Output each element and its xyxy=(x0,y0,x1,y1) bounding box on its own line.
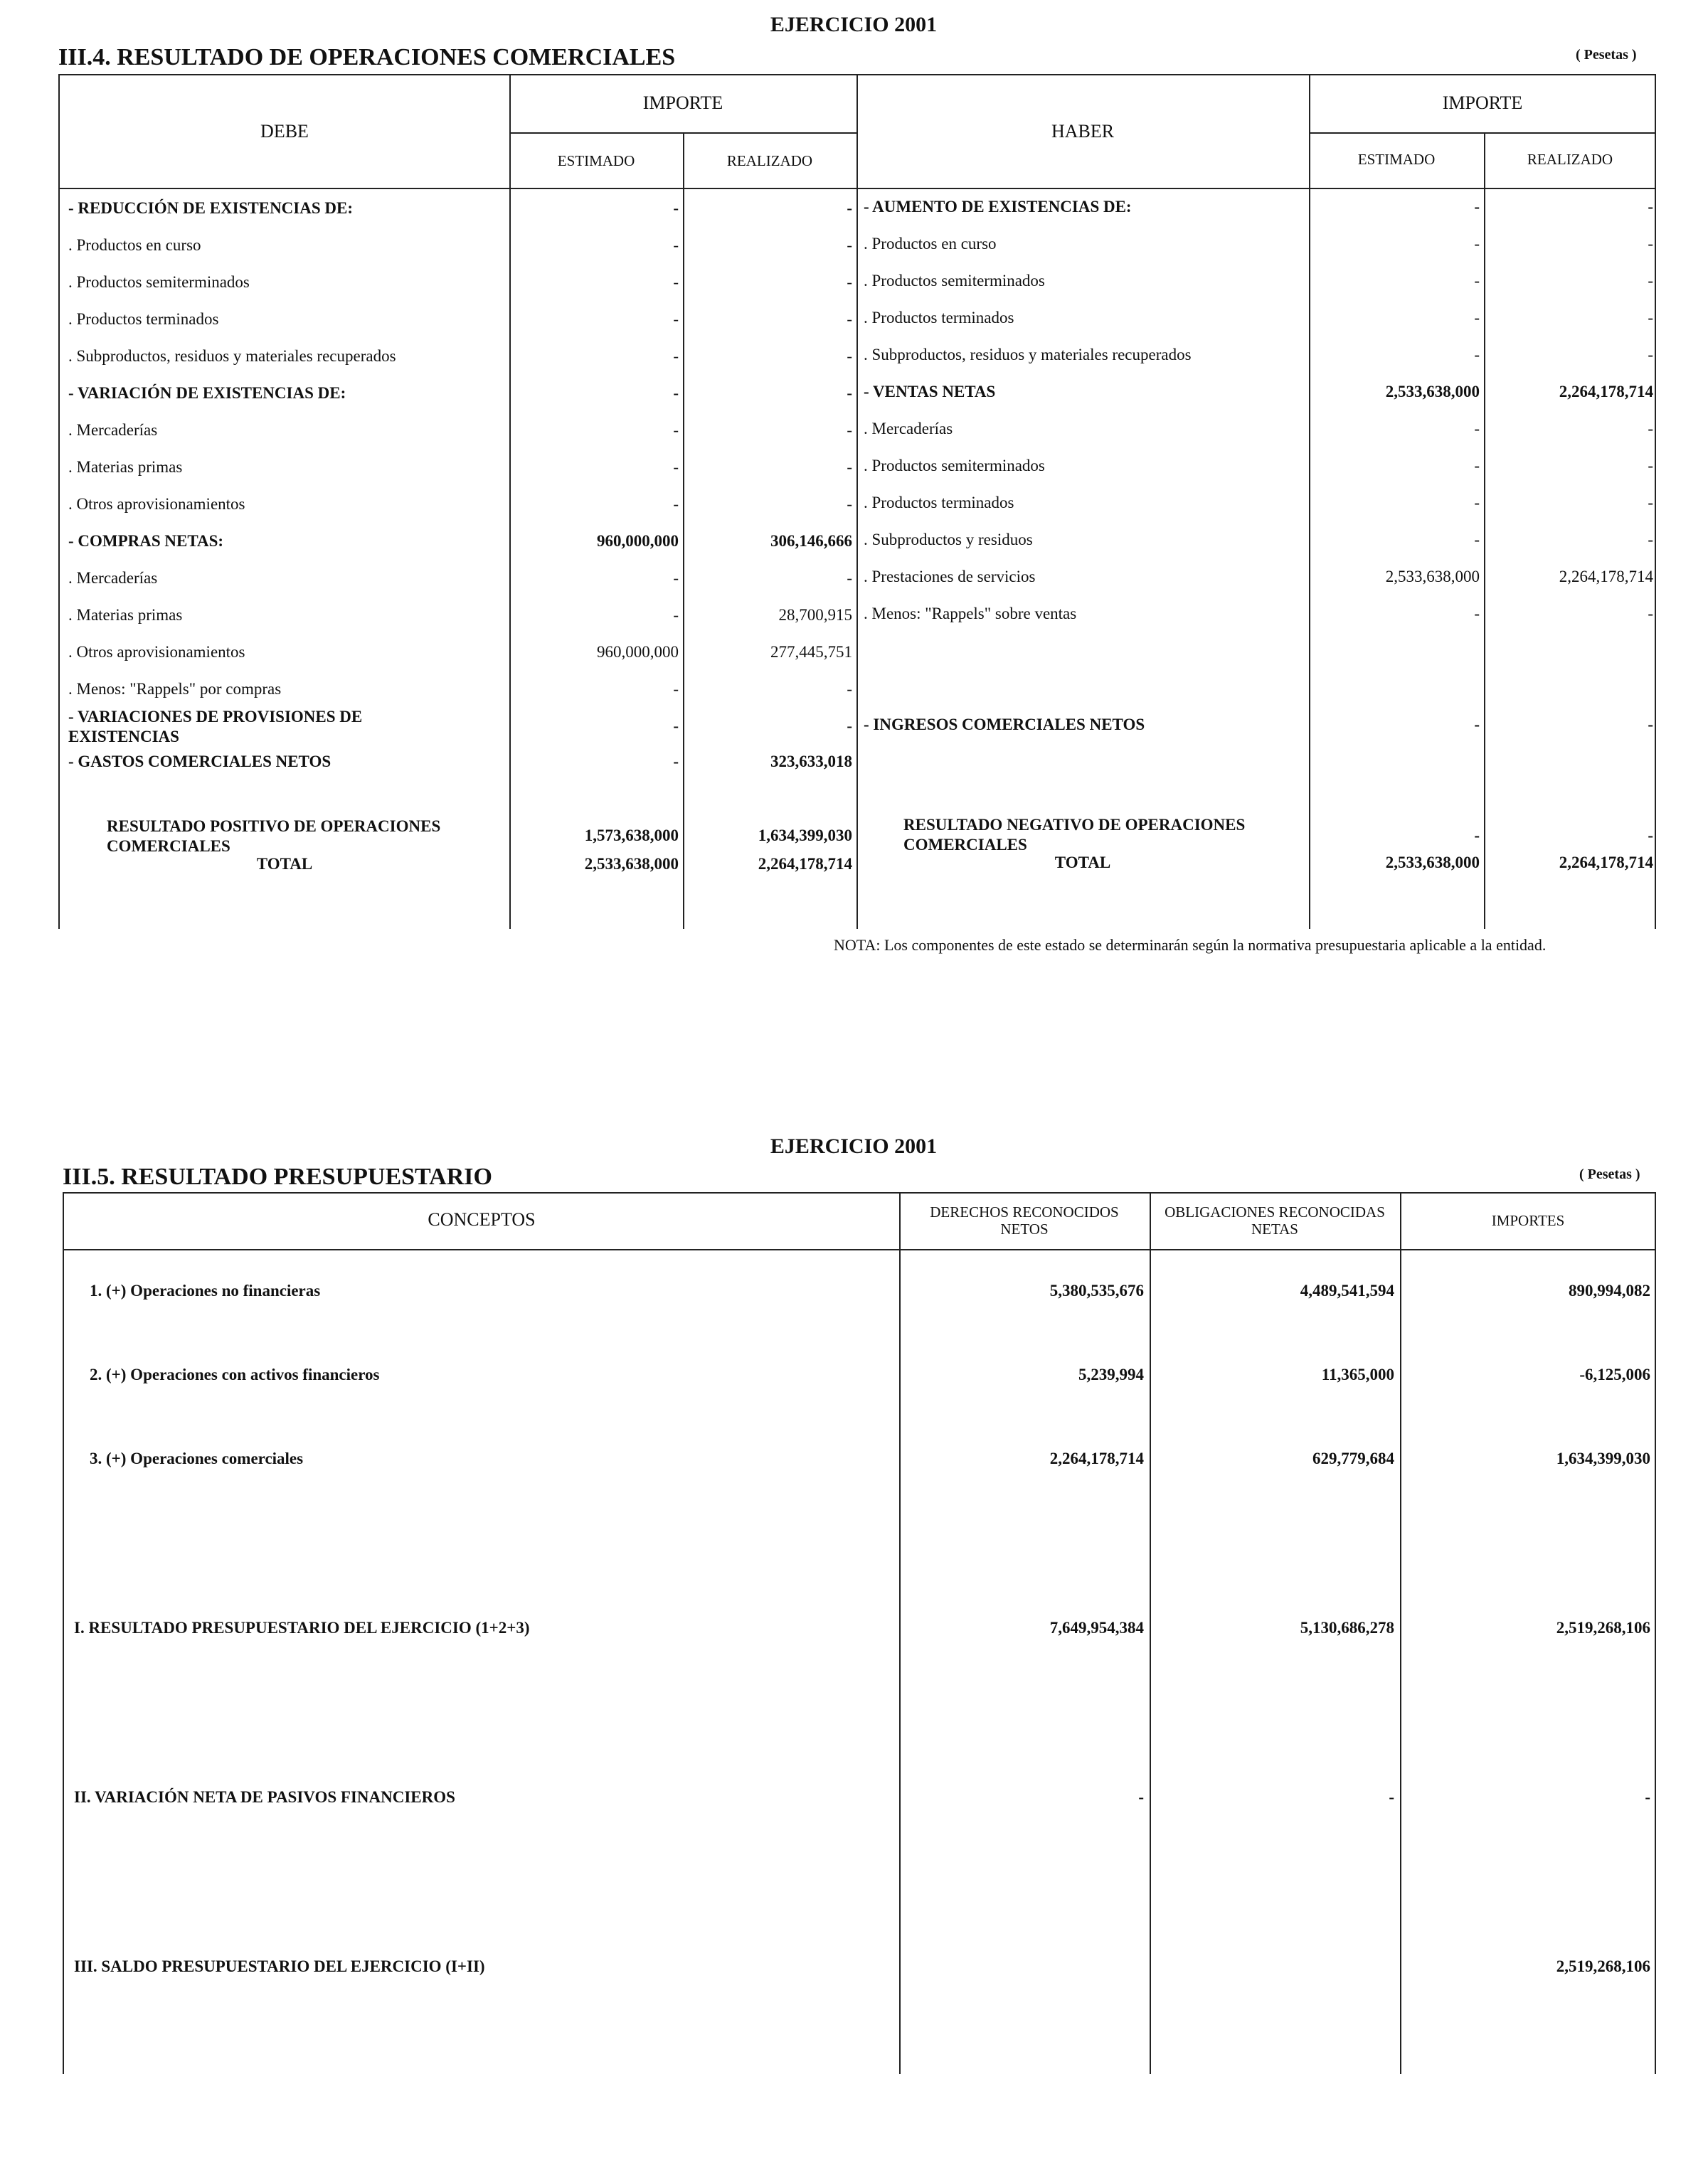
right-row-realizado: - xyxy=(1648,494,1653,511)
t1-header-realizado-left: REALIZADO xyxy=(726,152,813,169)
t1-result-left-est: 1,573,638,000 xyxy=(584,827,679,844)
right-row-label: . Productos terminados xyxy=(864,494,1014,511)
left-row-realizado: - xyxy=(847,384,852,402)
right-row-label: . Productos terminados xyxy=(864,309,1014,326)
t1-result-left-real: 1,634,399,030 xyxy=(758,827,852,844)
left-row-realizado: 323,633,018 xyxy=(770,753,852,770)
left-row-estimado: - xyxy=(673,236,679,254)
right-row-estimado: - xyxy=(1474,494,1480,511)
left-row-estimado: - xyxy=(673,458,679,476)
obligaciones-value: 11,365,000 xyxy=(1321,1366,1394,1383)
left-row-estimado: - xyxy=(673,569,679,587)
obligaciones-value: - xyxy=(1389,1788,1394,1806)
left-row-estimado: - xyxy=(673,606,679,624)
importes-value: -6,125,006 xyxy=(1579,1366,1650,1383)
t1-result-right-est: - xyxy=(1474,827,1480,844)
left-row-realizado: 306,146,666 xyxy=(770,532,852,550)
left-row-realizado: - xyxy=(847,495,852,513)
right-row-estimado: - xyxy=(1474,457,1480,474)
right-row-estimado: - xyxy=(1474,531,1480,548)
t1-total-right-est: 2,533,638,000 xyxy=(1385,854,1480,871)
right-row-label: . Prestaciones de servicios xyxy=(864,568,1036,585)
right-row-realizado: - xyxy=(1648,309,1653,326)
derechos-value: 5,239,994 xyxy=(1078,1366,1144,1383)
left-row-realizado: - xyxy=(847,199,852,217)
right-row-realizado: - xyxy=(1648,531,1653,548)
right-row-realizado: 2,264,178,714 xyxy=(1559,383,1653,400)
t1-ejercicio: EJERCICIO 2001 xyxy=(770,13,938,36)
t2-header-derechos: DERECHOS RECONOCIDOS NETOS xyxy=(930,1203,1119,1238)
right-row-estimado: - xyxy=(1474,309,1480,326)
t1-header-importe-left: IMPORTE xyxy=(642,92,723,113)
t1-header-haber: HABER xyxy=(1051,121,1115,142)
t1-result-right-real: - xyxy=(1648,827,1653,844)
left-row-label: . Materias primas xyxy=(68,606,183,624)
right-row-label: . Mercaderías xyxy=(864,420,953,437)
left-row-realizado: - xyxy=(847,236,852,254)
right-row-estimado: 2,533,638,000 xyxy=(1385,568,1480,585)
t2-header-importes: IMPORTES xyxy=(1491,1212,1565,1229)
concept-label: 3. (+) Operaciones comerciales xyxy=(90,1450,304,1467)
left-row-estimado: - xyxy=(673,495,679,513)
left-row-estimado: 960,000,000 xyxy=(597,643,679,661)
right-row-estimado: 2,533,638,000 xyxy=(1385,383,1480,400)
derechos-value: 2,264,178,714 xyxy=(1049,1450,1144,1467)
t2-header-obligaciones: OBLIGACIONES RECONOCIDAS NETAS xyxy=(1165,1203,1385,1238)
t1-result-left-label: RESULTADO POSITIVO DE OPERACIONES COMERCIALES xyxy=(107,817,441,855)
t2-title: III.5. RESULTADO PRESUPUESTARIO xyxy=(63,1164,492,1190)
right-row-realizado: - xyxy=(1648,457,1653,474)
left-row-label: . Productos terminados xyxy=(68,310,219,328)
left-row-label: . Subproductos, residuos y materiales recuperados xyxy=(68,347,396,365)
left-row-label: . Mercaderías xyxy=(68,569,158,587)
right-row-estimado: - xyxy=(1474,716,1480,733)
t1-header-importe-right: IMPORTE xyxy=(1442,92,1523,113)
t2-table xyxy=(63,1192,1656,2074)
left-row-realizado: - xyxy=(847,347,852,365)
left-row-estimado: - xyxy=(673,421,679,439)
importes-value: 2,519,268,106 xyxy=(1556,1619,1650,1637)
left-row-label: . Otros aprovisionamientos xyxy=(68,495,245,513)
left-row-estimado: - xyxy=(673,310,679,328)
right-row-realizado: - xyxy=(1648,716,1653,733)
right-row-label: - VENTAS NETAS xyxy=(864,383,996,400)
left-row-estimado: - xyxy=(673,384,679,402)
right-row-label: . Subproductos, residuos y materiales recuperados xyxy=(864,346,1192,363)
right-row-estimado: - xyxy=(1474,235,1480,253)
left-row-estimado: 960,000,000 xyxy=(597,532,679,550)
left-row-label: . Productos semiterminados xyxy=(68,273,250,291)
t1-table xyxy=(58,74,1656,929)
t1-total-left-real: 2,264,178,714 xyxy=(758,855,852,873)
concept-label: 2. (+) Operaciones con activos financieros xyxy=(90,1366,380,1383)
right-row-label: . Productos semiterminados xyxy=(864,272,1045,289)
t1-total-right-real: 2,264,178,714 xyxy=(1559,854,1653,871)
left-row-label: - VARIACIÓN DE EXISTENCIAS DE: xyxy=(68,384,346,402)
right-row-label: . Productos en curso xyxy=(864,235,997,253)
right-row-estimado: - xyxy=(1474,346,1480,363)
t1-header-debe: DEBE xyxy=(260,121,309,142)
t1-title: III.4. RESULTADO DE OPERACIONES COMERCIALES xyxy=(58,44,676,70)
right-row-label: - AUMENTO DE EXISTENCIAS DE: xyxy=(864,198,1132,216)
t1-header-realizado-right: REALIZADO xyxy=(1527,151,1613,168)
importes-value: 1,634,399,030 xyxy=(1556,1450,1650,1467)
importes-value: 2,519,268,106 xyxy=(1556,1957,1650,1975)
derechos-value: 5,380,535,676 xyxy=(1049,1282,1144,1300)
obligaciones-value: 629,779,684 xyxy=(1312,1450,1394,1467)
left-row-label: - COMPRAS NETAS: xyxy=(68,532,224,550)
right-row-estimado: - xyxy=(1474,605,1480,622)
right-row-label: - INGRESOS COMERCIALES NETOS xyxy=(864,716,1145,733)
left-row-realizado: - xyxy=(847,310,852,328)
right-row-label: . Subproductos y residuos xyxy=(864,531,1033,548)
concept-label: 1. (+) Operaciones no financieras xyxy=(90,1282,321,1300)
left-row-realizado: 277,445,751 xyxy=(770,643,852,661)
importes-value: - xyxy=(1645,1788,1650,1806)
left-row-realizado: - xyxy=(847,421,852,439)
right-row-realizado: - xyxy=(1648,235,1653,253)
left-row-realizado: 28,700,915 xyxy=(778,606,852,624)
right-row-estimado: - xyxy=(1474,198,1480,216)
right-row-realizado: 2,264,178,714 xyxy=(1559,568,1653,585)
left-row-label: . Materias primas xyxy=(68,458,183,476)
derechos-value: - xyxy=(1138,1788,1144,1806)
right-row-realizado: - xyxy=(1648,420,1653,437)
left-row-label: - GASTOS COMERCIALES NETOS xyxy=(68,753,331,770)
obligaciones-value: 4,489,541,594 xyxy=(1300,1282,1394,1300)
right-row-estimado: - xyxy=(1474,272,1480,289)
right-row-realizado: - xyxy=(1648,346,1653,363)
concept-label: III. SALDO PRESUPUESTARIO DEL EJERCICIO (I+II) xyxy=(74,1957,485,1975)
left-row-estimado: - xyxy=(673,717,679,735)
right-row-realizado: - xyxy=(1648,198,1653,216)
left-row-label: - REDUCCIÓN DE EXISTENCIAS DE: xyxy=(68,199,354,217)
t1-total-left-label: TOTAL xyxy=(256,855,313,873)
t2-unit: ( Pesetas ) xyxy=(1579,1166,1640,1182)
t1-total-left-est: 2,533,638,000 xyxy=(584,855,679,873)
left-row-estimado: - xyxy=(673,680,679,698)
t1-header-estimado-right: ESTIMADO xyxy=(1357,151,1436,168)
t1-total-right-label: TOTAL xyxy=(1054,854,1111,871)
right-row-label: . Menos: "Rappels" sobre ventas xyxy=(864,605,1077,622)
concept-label: I. RESULTADO PRESUPUESTARIO DEL EJERCICIO (1+2+3) xyxy=(74,1619,530,1637)
left-row-estimado: - xyxy=(673,753,679,770)
t1-header-estimado-left: ESTIMADO xyxy=(557,152,635,169)
left-row-label: . Mercaderías xyxy=(68,421,158,439)
right-row-realizado: - xyxy=(1648,272,1653,289)
derechos-value: 7,649,954,384 xyxy=(1049,1619,1144,1637)
t2-ejercicio: EJERCICIO 2001 xyxy=(770,1134,938,1158)
left-row-realizado: - xyxy=(847,569,852,587)
left-row-label: . Otros aprovisionamientos xyxy=(68,643,245,661)
importes-value: 890,994,082 xyxy=(1569,1282,1650,1300)
left-row-estimado: - xyxy=(673,347,679,365)
concept-label: II. VARIACIÓN NETA DE PASIVOS FINANCIEROS xyxy=(74,1788,455,1806)
t1-unit: ( Pesetas ) xyxy=(1576,47,1637,63)
t1-result-right-label: RESULTADO NEGATIVO DE OPERACIONES COMERCIALES xyxy=(903,816,1246,854)
left-row-realizado: - xyxy=(847,273,852,291)
left-row-label: . Productos en curso xyxy=(68,236,201,254)
left-row-realizado: - xyxy=(847,458,852,476)
left-row-realizado: - xyxy=(847,680,852,698)
left-row-label: - VARIACIONES DE PROVISIONES DE EXISTENCIAS xyxy=(68,708,363,745)
right-row-label: . Productos semiterminados xyxy=(864,457,1045,474)
t2-header-conceptos: CONCEPTOS xyxy=(428,1209,536,1230)
right-row-estimado: - xyxy=(1474,420,1480,437)
left-row-label: . Menos: "Rappels" por compras xyxy=(68,680,282,698)
right-row-realizado: - xyxy=(1648,605,1653,622)
t1-nota: NOTA: Los componentes de este estado se determinarán según la normativa presupuestaria aplicable a la entidad. xyxy=(834,936,1547,954)
left-row-realizado: - xyxy=(847,717,852,735)
left-row-estimado: - xyxy=(673,199,679,217)
left-row-estimado: - xyxy=(673,273,679,291)
obligaciones-value: 5,130,686,278 xyxy=(1300,1619,1394,1637)
